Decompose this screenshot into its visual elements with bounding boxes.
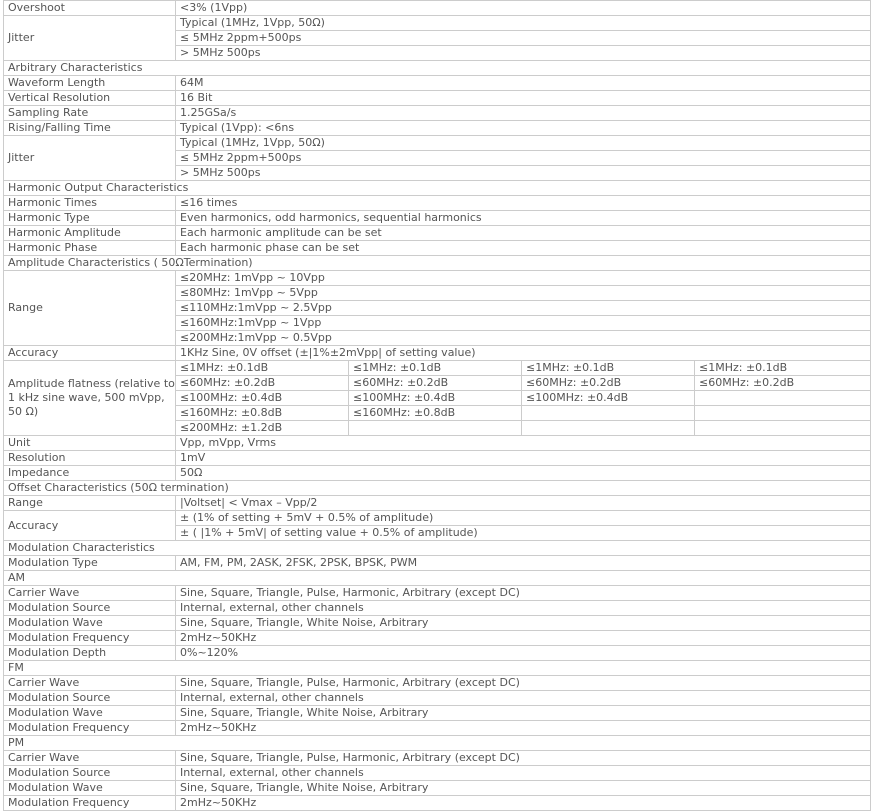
spec-label: Harmonic Amplitude	[4, 226, 176, 241]
spec-label: Impedance	[4, 466, 176, 481]
spec-value: 2mHz~50KHz	[176, 721, 871, 736]
spec-value: 1.25GSa/s	[176, 106, 871, 121]
section-heading: Arbitrary Characteristics	[4, 61, 871, 76]
spec-row	[4, 646, 871, 661]
spec-row	[4, 721, 871, 736]
section-heading: Modulation Characteristics	[4, 541, 871, 556]
spec-value: ≤80MHz: 1mVpp ~ 5Vpp	[176, 286, 871, 301]
section-row	[4, 256, 871, 271]
spec-label: Modulation Source	[4, 691, 176, 706]
spec-value: ± ( |1% + 5mV| of setting value + 0.5% of amplitude)	[176, 526, 871, 541]
spec-label: Carrier Wave	[4, 751, 176, 766]
spec-label: Harmonic Type	[4, 211, 176, 226]
flatness-cell	[695, 406, 871, 421]
spec-value: Typical (1MHz, 1Vpp, 50Ω)	[176, 16, 871, 31]
spec-value: Typical (1Vpp): <6ns	[176, 121, 871, 136]
spec-value: ≤160MHz:1mVpp ~ 1Vpp	[176, 316, 871, 331]
spec-value: Internal, external, other channels	[176, 601, 871, 616]
spec-table	[3, 0, 871, 811]
spec-label: Sampling Rate	[4, 106, 176, 121]
flatness-cell: ≤1MHz: ±0.1dB	[695, 361, 871, 376]
spec-label: Modulation Wave	[4, 781, 176, 796]
spec-row	[4, 556, 871, 571]
spec-label: Harmonic Phase	[4, 241, 176, 256]
spec-row	[4, 496, 871, 511]
spec-value: Vpp, mVpp, Vrms	[176, 436, 871, 451]
spec-label: Range	[4, 271, 176, 346]
spec-row	[4, 511, 871, 526]
spec-value: ± (1% of setting + 5mV + 0.5% of amplitude)	[176, 511, 871, 526]
section-heading: Amplitude Characteristics ( 50ΩTermination)	[4, 256, 871, 271]
flatness-cell: ≤1MHz: ±0.1dB	[349, 361, 522, 376]
spec-row	[4, 346, 871, 361]
spec-label: Modulation Source	[4, 601, 176, 616]
flatness-cell: ≤60MHz: ±0.2dB	[349, 376, 522, 391]
spec-row	[4, 16, 871, 31]
section-row	[4, 736, 871, 751]
spec-value: AM, FM, PM, 2ASK, 2FSK, 2PSK, BPSK, PWM	[176, 556, 871, 571]
spec-row	[4, 136, 871, 151]
spec-row	[4, 796, 871, 811]
spec-value: 64M	[176, 76, 871, 91]
spec-value: ≤ 5MHz 2ppm+500ps	[176, 151, 871, 166]
spec-row	[4, 751, 871, 766]
spec-value: Sine, Square, Triangle, Pulse, Harmonic, Arbitrary (except DC)	[176, 751, 871, 766]
spec-label: Harmonic Times	[4, 196, 176, 211]
flatness-cell: ≤60MHz: ±0.2dB	[176, 376, 349, 391]
section-heading: Harmonic Output Characteristics	[4, 181, 871, 196]
spec-row	[4, 781, 871, 796]
spec-value: Internal, external, other channels	[176, 766, 871, 781]
spec-row	[4, 76, 871, 91]
spec-row	[4, 121, 871, 136]
spec-label: Jitter	[4, 16, 176, 61]
spec-value: ≤200MHz:1mVpp ~ 0.5Vpp	[176, 331, 871, 346]
spec-label: Modulation Frequency	[4, 796, 176, 811]
spec-label: Range	[4, 496, 176, 511]
spec-value: Sine, Square, Triangle, White Noise, Arbitrary	[176, 781, 871, 796]
flatness-cell: ≤100MHz: ±0.4dB	[349, 391, 522, 406]
spec-label: Waveform Length	[4, 76, 176, 91]
flatness-cell: ≤100MHz: ±0.4dB	[176, 391, 349, 406]
spec-label: Carrier Wave	[4, 586, 176, 601]
spec-row	[4, 691, 871, 706]
flatness-cell	[695, 391, 871, 406]
spec-value: ≤ 5MHz 2ppm+500ps	[176, 31, 871, 46]
spec-value: 50Ω	[176, 466, 871, 481]
spec-label: Vertical Resolution	[4, 91, 176, 106]
spec-row	[4, 451, 871, 466]
spec-row	[4, 766, 871, 781]
flatness-cell: ≤100MHz: ±0.4dB	[522, 391, 695, 406]
spec-row	[4, 676, 871, 691]
section-heading: AM	[4, 571, 871, 586]
spec-value: Sine, Square, Triangle, White Noise, Arbitrary	[176, 616, 871, 631]
spec-row	[4, 226, 871, 241]
spec-label: Modulation Type	[4, 556, 176, 571]
spec-label: Amplitude flatness (relative to 1 kHz sine wave, 500 mVpp, 50 Ω)	[4, 361, 176, 436]
flatness-cell	[522, 406, 695, 421]
spec-label: Carrier Wave	[4, 676, 176, 691]
spec-row	[4, 586, 871, 601]
spec-row	[4, 106, 871, 121]
spec-label: Modulation Wave	[4, 706, 176, 721]
section-row	[4, 481, 871, 496]
spec-row	[4, 211, 871, 226]
spec-value: > 5MHz 500ps	[176, 46, 871, 61]
section-row	[4, 541, 871, 556]
spec-value: 16 Bit	[176, 91, 871, 106]
spec-value: <3% (1Vpp)	[176, 1, 871, 16]
spec-value: ≤110MHz:1mVpp ~ 2.5Vpp	[176, 301, 871, 316]
flatness-cell: ≤160MHz: ±0.8dB	[349, 406, 522, 421]
section-heading: FM	[4, 661, 871, 676]
flatness-cell: ≤160MHz: ±0.8dB	[176, 406, 349, 421]
flatness-cell: ≤60MHz: ±0.2dB	[522, 376, 695, 391]
spec-row	[4, 601, 871, 616]
section-heading: Offset Characteristics (50Ω termination)	[4, 481, 871, 496]
flatness-cell	[349, 421, 522, 436]
spec-row	[4, 436, 871, 451]
spec-row	[4, 1, 871, 16]
spec-label: Resolution	[4, 451, 176, 466]
spec-value: 1mV	[176, 451, 871, 466]
spec-value: 2mHz~50KHz	[176, 796, 871, 811]
spec-label: Rising/Falling Time	[4, 121, 176, 136]
spec-row	[4, 616, 871, 631]
flatness-cell: ≤60MHz: ±0.2dB	[695, 376, 871, 391]
spec-row	[4, 706, 871, 721]
spec-row	[4, 241, 871, 256]
section-row	[4, 571, 871, 586]
spec-value: ≤20MHz: 1mVpp ~ 10Vpp	[176, 271, 871, 286]
spec-value: 1KHz Sine, 0V offset (±|1%±2mVpp| of setting value)	[176, 346, 871, 361]
spec-label: Modulation Frequency	[4, 631, 176, 646]
spec-value: |Voltset| < Vmax – Vpp/2	[176, 496, 871, 511]
spec-label: Accuracy	[4, 346, 176, 361]
spec-value: ≤16 times	[176, 196, 871, 211]
spec-value: > 5MHz 500ps	[176, 166, 871, 181]
spec-table-body	[4, 1, 871, 811]
section-heading: PM	[4, 736, 871, 751]
spec-value: Even harmonics, odd harmonics, sequential harmonics	[176, 211, 871, 226]
spec-label: Jitter	[4, 136, 176, 181]
spec-value: Each harmonic phase can be set	[176, 241, 871, 256]
spec-value: Sine, Square, Triangle, Pulse, Harmonic, Arbitrary (except DC)	[176, 586, 871, 601]
flatness-cell	[522, 421, 695, 436]
spec-row	[4, 91, 871, 106]
spec-value: Typical (1MHz, 1Vpp, 50Ω)	[176, 136, 871, 151]
flatness-cell	[695, 421, 871, 436]
section-row	[4, 181, 871, 196]
flatness-row	[4, 361, 871, 376]
spec-value: 2mHz~50KHz	[176, 631, 871, 646]
spec-label: Overshoot	[4, 1, 176, 16]
spec-value: Sine, Square, Triangle, White Noise, Arbitrary	[176, 706, 871, 721]
spec-value: Internal, external, other channels	[176, 691, 871, 706]
spec-value: Sine, Square, Triangle, Pulse, Harmonic, Arbitrary (except DC)	[176, 676, 871, 691]
spec-value: Each harmonic amplitude can be set	[176, 226, 871, 241]
spec-row	[4, 631, 871, 646]
spec-row	[4, 271, 871, 286]
spec-row	[4, 196, 871, 211]
spec-label: Accuracy	[4, 511, 176, 541]
flatness-cell: ≤200MHz: ±1.2dB	[176, 421, 349, 436]
section-row	[4, 61, 871, 76]
spec-row	[4, 466, 871, 481]
spec-label: Modulation Source	[4, 766, 176, 781]
spec-value: 0%~120%	[176, 646, 871, 661]
flatness-cell: ≤1MHz: ±0.1dB	[522, 361, 695, 376]
spec-label: Modulation Wave	[4, 616, 176, 631]
spec-label: Modulation Frequency	[4, 721, 176, 736]
spec-label: Modulation Depth	[4, 646, 176, 661]
section-row	[4, 661, 871, 676]
flatness-cell: ≤1MHz: ±0.1dB	[176, 361, 349, 376]
spec-label: Unit	[4, 436, 176, 451]
